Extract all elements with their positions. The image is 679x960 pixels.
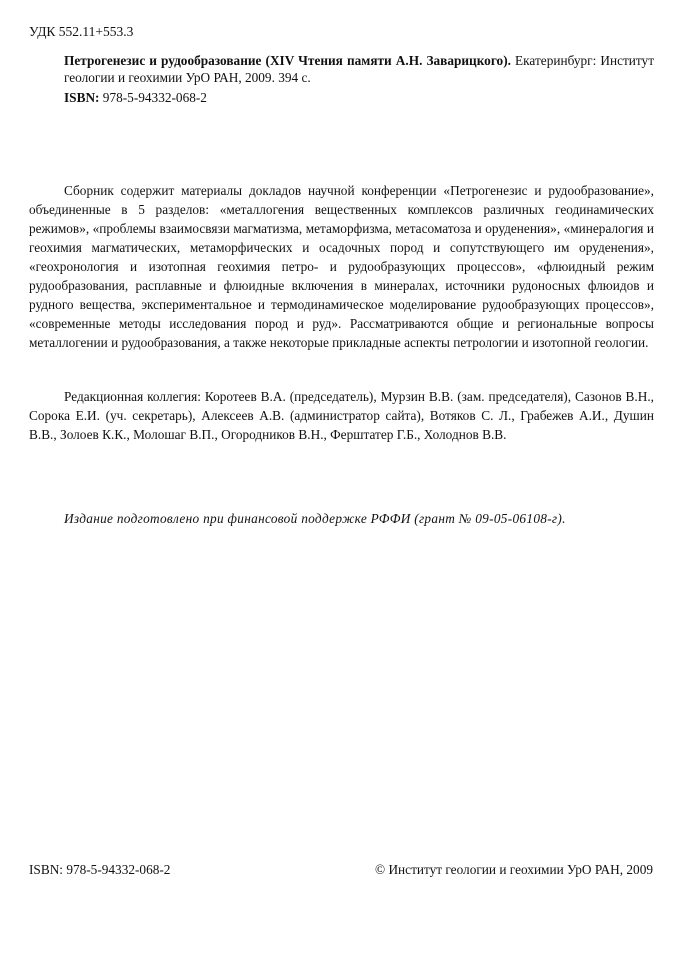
- bibliographic-entry: [64, 52, 654, 86]
- funding-note: Издание подготовлено при финансовой поддержке РФФИ (грант № 09-05-06108-г).: [64, 511, 566, 526]
- isbn-line: [64, 90, 207, 106]
- isbn-number: 978-5-94332-068-2: [99, 90, 207, 105]
- footer-copyright: © Институт геологии и геохимии УрО РАН, 2009: [375, 862, 653, 877]
- udk-code: УДК 552.11+553.3: [29, 24, 134, 39]
- abstract-paragraph: Сборник содержит материалы докладов научной конференции «Петрогенезис и рудообразование», объединенные в 5 разделов: «металлогения вещественных комплексов различных геодинамических режимов», «проблемы взаимосвязи магматизма, метаморфизма, метасоматоза и оруденения», «минералогия и геохимия магматических, метаморфических и осадочных пород и сопутствующего им оруденения», «геохронология и изотопная геохимия петро- и рудообразующих процессов», «флюидный режим рудообразования, расплавные и флюидные включения в минералах, источники рудоносных флюидов и рудного вещества, экспериментальное и термодинамическое моделирование рудообразующих процессов», «современные методы исследования пород и руд». Рассматриваются общие и региональные вопросы металлогении и рудообразования, а также некоторые прикладные аспекты петрологии и изотопной геологии.: [29, 183, 654, 350]
- isbn-label: ISBN:: [64, 90, 100, 105]
- footer-isbn: ISBN: 978-5-94332-068-2: [29, 862, 171, 877]
- publication-info: Екатеринбург: Институт геологии и геохимии УрО РАН, 2009. 394 с.: [64, 53, 655, 85]
- book-title: Петрогенезис и рудообразование (XIV Чтения памяти А.Н. Заварицкого).: [64, 53, 511, 68]
- editorial-board-paragraph: Редакционная коллегия: Коротеев В.А. (председатель), Мурзин В.В. (зам. председателя), Сазонов В.Н., Сорока Е.И. (уч. секретарь), Алексеев А.В. (администратор сайта), Вотяков С. Л., Грабежев А.И., Душин В.В., Золоев К.К., Молошаг В.П., Огородников В.Н., Ферштатер Г.Б., Холоднов В.В.: [29, 389, 654, 442]
